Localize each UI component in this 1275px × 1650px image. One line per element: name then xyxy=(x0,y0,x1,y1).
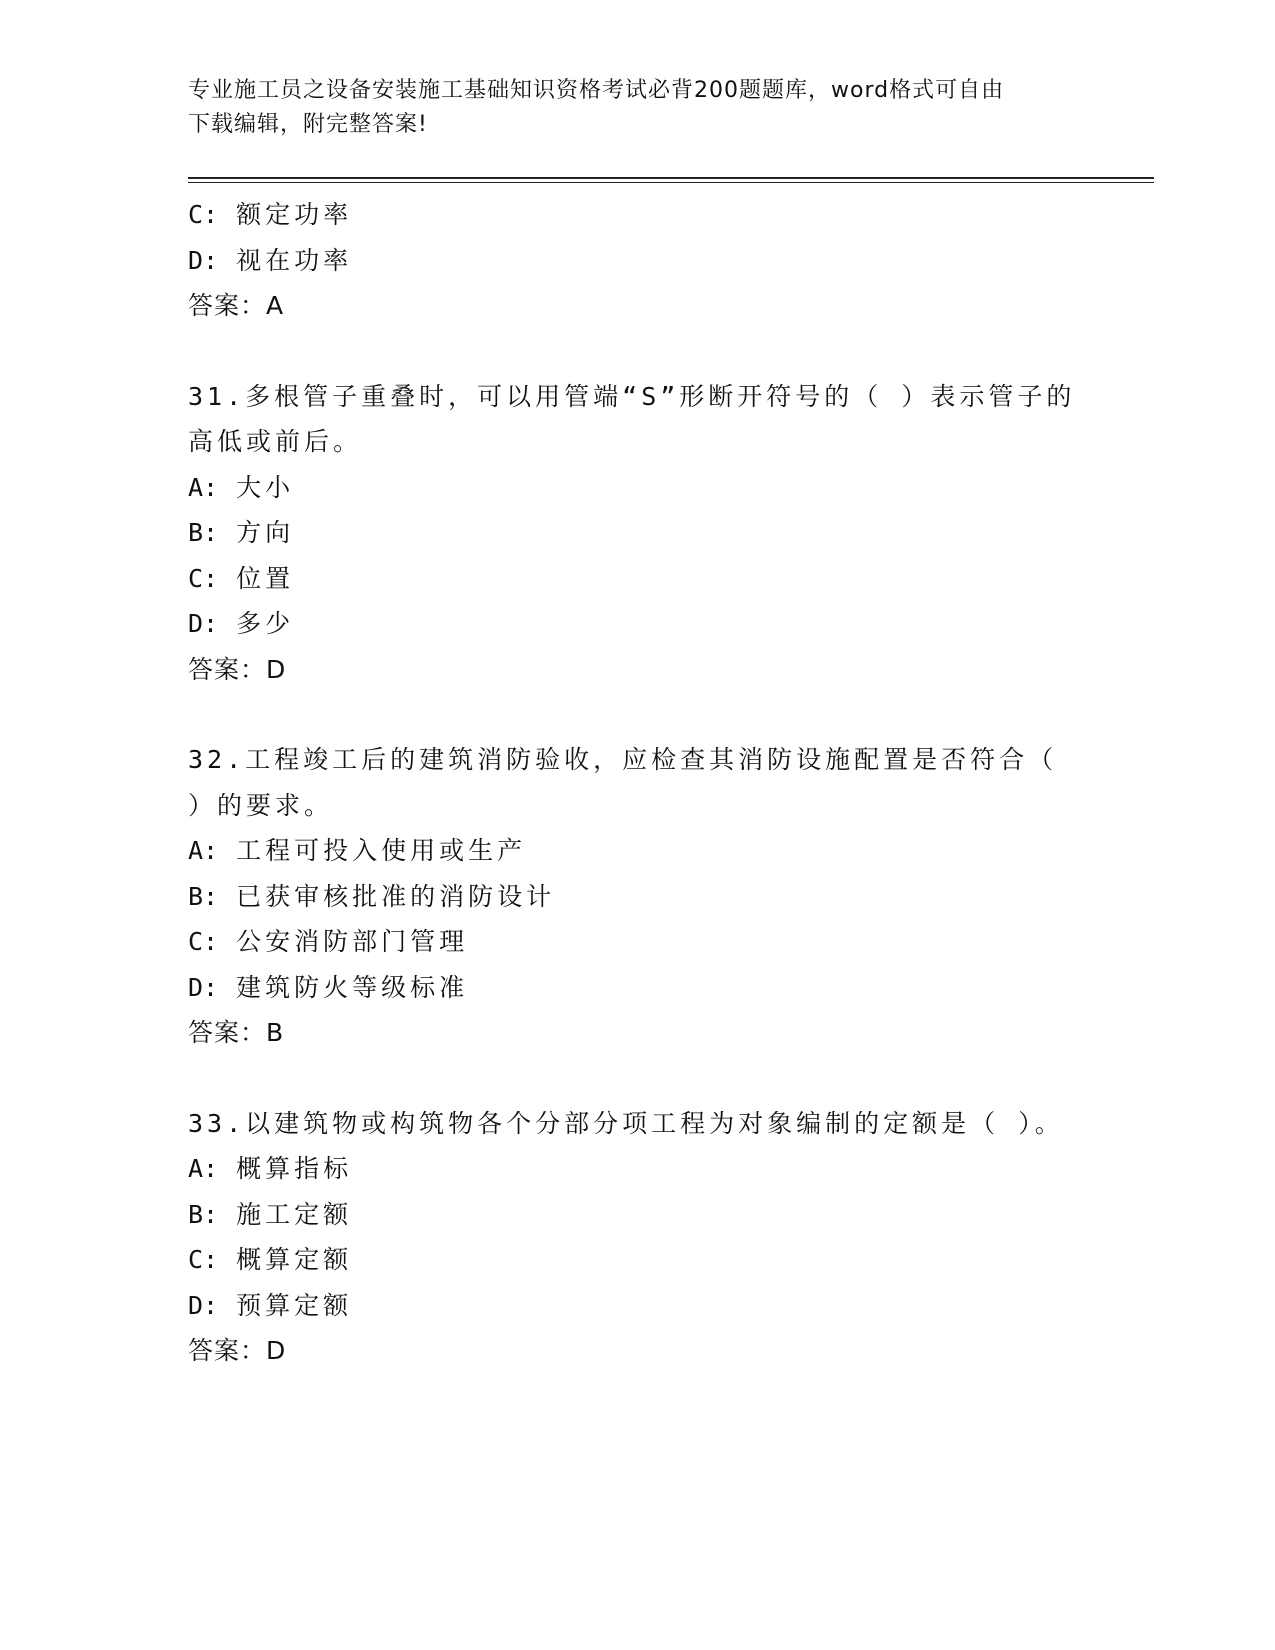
question-33 xyxy=(188,1101,1148,1374)
answer-line: 答案：D xyxy=(188,1336,287,1365)
option-a: A: 工程可投入使用或生产 xyxy=(188,836,527,865)
header-rule-thin xyxy=(188,182,1154,183)
header-line-1: 专业施工员之设备安装施工基础知识资格考试必背200题题库，word格式可自由 xyxy=(188,78,1005,103)
option-b: B: 方向 xyxy=(188,518,295,547)
option-a: A: 概算指标 xyxy=(188,1154,353,1183)
option-d: D: 建筑防火等级标准 xyxy=(188,972,469,1002)
question-stem-line-2: ）的要求。 xyxy=(188,790,334,820)
option-d: D: 视在功率 xyxy=(188,245,353,275)
header-rule-thick xyxy=(188,177,1154,179)
answer-line: 答案：D xyxy=(188,654,287,684)
option-b: B: 已获审核批准的消防设计 xyxy=(188,881,556,911)
question-content xyxy=(188,192,1148,1374)
answer-line: 答案：B xyxy=(188,1018,285,1047)
option-c: C: 额定功率 xyxy=(188,200,353,229)
option-d: D: 多少 xyxy=(188,609,295,638)
question-stem-line-1: 32.工程竣工后的建筑消防验收，应检查其消防设施配置是否符合（ xyxy=(188,745,1058,774)
question-31 xyxy=(188,374,1148,693)
question-stem-line-2: 高低或前后。 xyxy=(188,427,363,456)
question-stem-line-1: 31.多根管子重叠时，可以用管端“S”形断开符号的（ ）表示管子的 xyxy=(188,381,1076,411)
option-a: A: 大小 xyxy=(188,472,295,502)
option-c: C: 公安消防部门管理 xyxy=(188,927,469,956)
option-b: B: 施工定额 xyxy=(188,1199,353,1229)
question-30-tail xyxy=(188,192,1148,329)
option-d: D: 预算定额 xyxy=(188,1290,353,1320)
option-c: C: 位置 xyxy=(188,563,295,593)
header-line-2: 下载编辑，附完整答案! xyxy=(188,112,428,137)
question-32 xyxy=(188,737,1148,1056)
document-header xyxy=(188,74,1068,142)
option-c: C: 概算定额 xyxy=(188,1245,353,1274)
question-stem-line-1: 33.以建筑物或构筑物各个分部分项工程为对象编制的定额是（ ）。 xyxy=(188,1108,1064,1138)
answer-line: 答案：A xyxy=(188,291,285,320)
